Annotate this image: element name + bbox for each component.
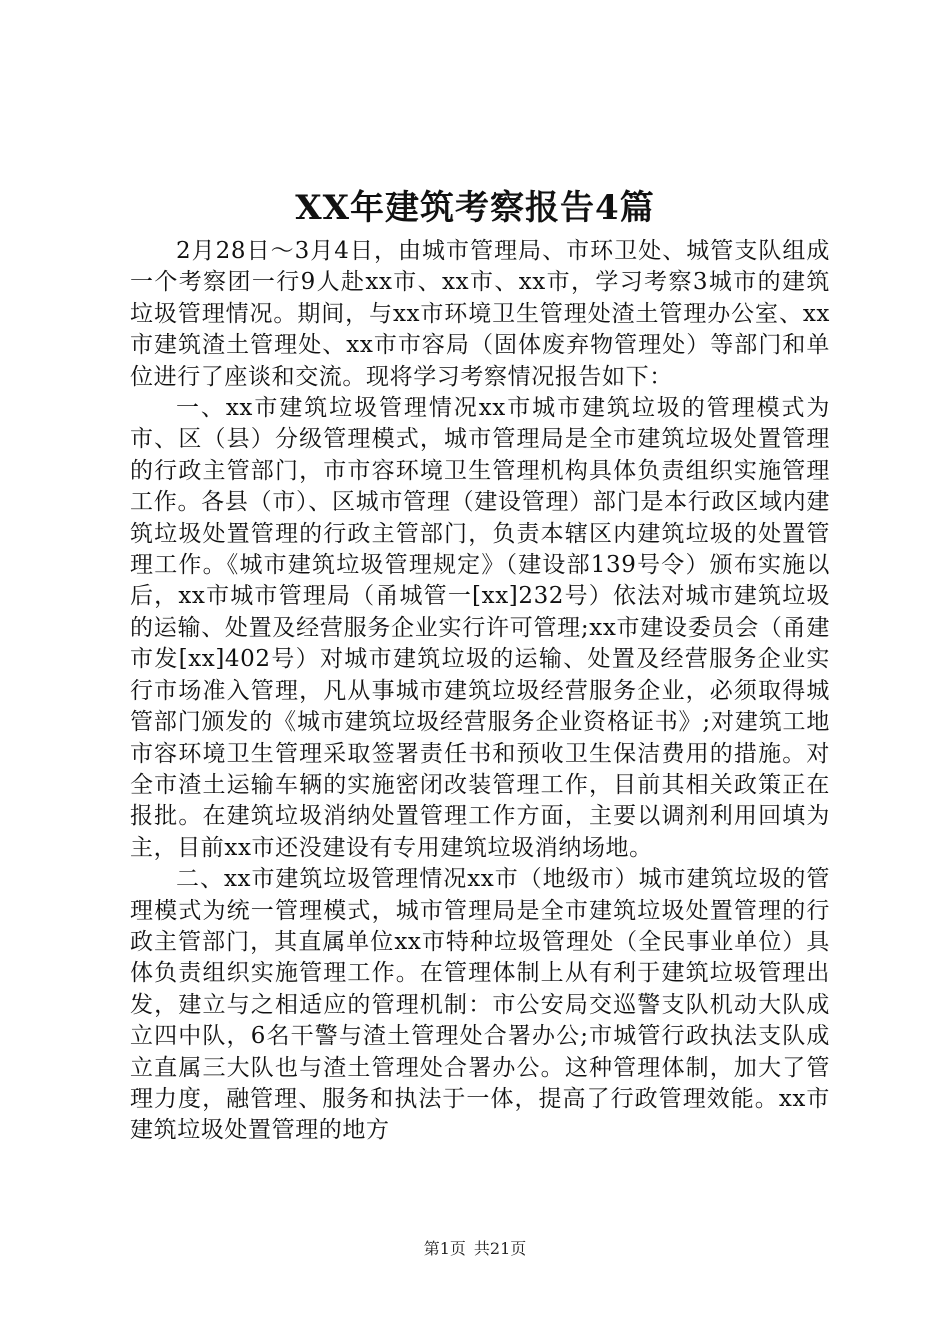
page-total: 共21页 [473,1239,527,1258]
page-number: 第1页 [423,1239,466,1258]
document-title: XX年建筑考察报告4篇 [295,188,655,228]
paragraph-intro: 2月28日～3月4日，由城市管理局、市环卫处、城管支队组成一个考察团一行9人赴xx市、xx市、xx市，学习考察3城市的建筑垃圾管理情况。期间，与xx市环境卫生管理处渣土管理办公室、xx市建筑渣土管理处、xx市市容局（固体废弃物管理处）等部门和单位进行了座谈和交流。现将学习考察情况报告如下： [130,238,830,390]
page-footer [0,1238,950,1260]
paragraph-section-1: 一、xx市建筑垃圾管理情况xx市城市建筑垃圾的管理模式为市、区（县）分级管理模式，城市管理局是全市建筑垃圾处置管理的行政主管部门，市市容环境卫生管理机构具体负责组织实施管理工作。各县（市）、区城市管理（建设管理）部门是本行政区域内建筑垃圾处置管理的行政主管部门，负责本辖区内建筑垃圾的处置管理工作。《城市建筑垃圾管理规定》（建设部139号令）颁布实施以后，xx市城市管理局（甬城管一[xx]232号）依法对城市建筑垃圾的运输、处置及经营服务企业实行许可管理;xx市建设委员会（甬建市发[xx]402号）对城市建筑垃圾的运输、处置及经营服务企业实行市场准入管理，凡从事城市建筑垃圾经营服务企业，必须取得城管部门颁发的《城市建筑垃圾经营服务企业资格证书》;对建筑工地市容环境卫生管理采取签署责任书和预收卫生保洁费用的措施。对全市渣土运输车辆的实施密闭改装管理工作，目前其相关政策正在报批。在建筑垃圾消纳处置管理工作方面，主要以调剂利用回填为主，目前xx市还没建设有专用建筑垃圾消纳场地。 [130,395,830,861]
document-body [130,236,830,1147]
paragraph-section-2: 二、xx市建筑垃圾管理情况xx市（地级市）城市建筑垃圾的管理模式为统一管理模式，城市管理局是全市建筑垃圾处置管理的行政主管部门，其直属单位xx市特种垃圾管理处（全民事业单位）具体负责组织实施管理工作。在管理体制上从有利于建筑垃圾管理出发，建立与之相适应的管理机制：市公安局交巡警支队机动大队成立四中队，6名干警与渣土管理处合署办公;市城管行政执法支队成立直属三大队也与渣土管理处合署办公。这种管理体制，加大了管理力度，融管理、服务和执法于一体，提高了行政管理效能。xx市建筑垃圾处置管理的地方 [130,866,830,1144]
